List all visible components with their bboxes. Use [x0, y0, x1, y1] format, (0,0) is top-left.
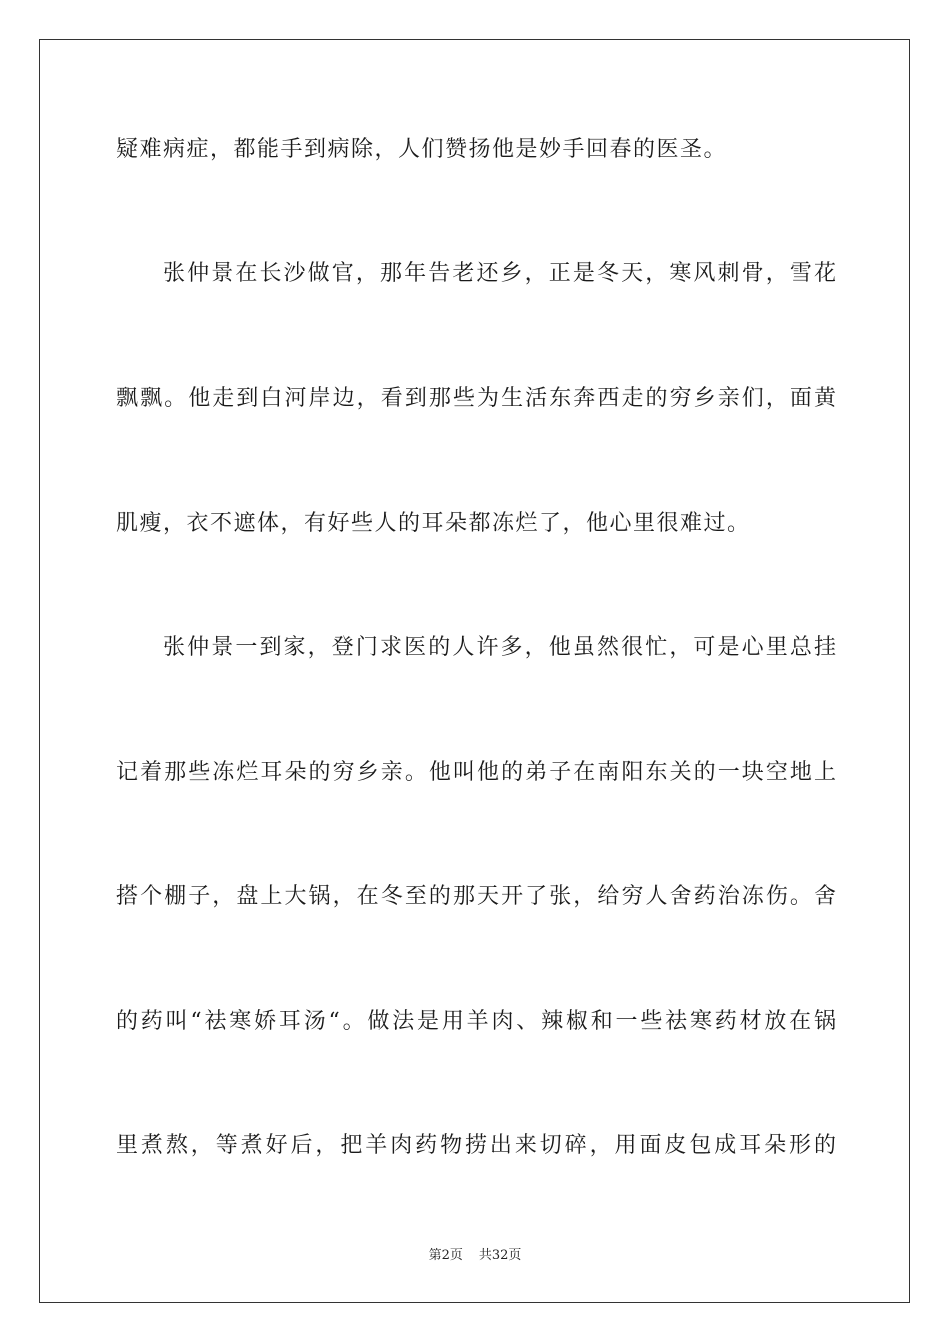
- paragraph-line-4: 肌瘦，衣不遮体，有好些人的耳朵都冻烂了，他心里很难过。: [116, 511, 751, 536]
- total-pages: 共32页: [478, 1248, 522, 1263]
- paragraph-line-5: 张仲景一到家，登门求医的人许多，他虽然很忙，可是心里总挂: [163, 635, 836, 660]
- paragraph-line-3: 飘飘。他走到白河岸边，看到那些为生活东奔西走的穷乡亲们，面黄: [116, 386, 836, 411]
- paragraph-line-7: 搭个棚子，盘上大锅，在冬至的那天开了张，给穷人舍药治冻伤。舍: [116, 884, 836, 909]
- paragraph-line-6: 记着那些冻烂耳朵的穷乡亲。他叫他的弟子在南阳东关的一块空地上: [116, 760, 836, 785]
- page-border: [39, 39, 910, 1303]
- page-footer: [0, 1247, 950, 1265]
- paragraph-line-8: 的药叫“祛寒娇耳汤“。做法是用羊肉、辣椒和一些祛寒药材放在锅: [116, 1009, 836, 1034]
- page-number: 第2页: [428, 1248, 463, 1263]
- paragraph-line-2: 张仲景在长沙做官，那年告老还乡，正是冬天，寒风刺骨，雪花: [163, 261, 836, 286]
- paragraph-line-9: 里煮熬，等煮好后，把羊肉药物捞出来切碎，用面皮包成耳朵形的: [116, 1133, 836, 1158]
- paragraph-line-1: 疑难病症，都能手到病除，人们赞扬他是妙手回春的医圣。: [116, 137, 728, 162]
